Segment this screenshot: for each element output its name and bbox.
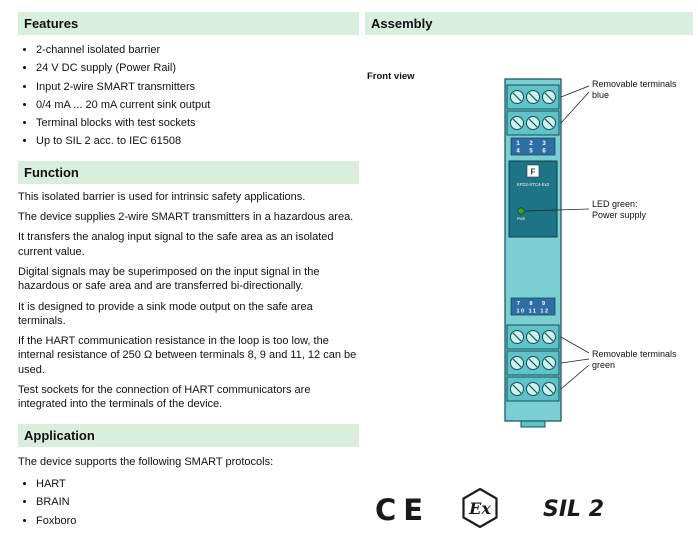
screw-icon xyxy=(543,117,556,130)
label-terminals-green: Removable terminals xyxy=(592,349,677,359)
leader-line xyxy=(561,359,589,363)
function-paragraph: It is designed to provide a sink mode output on the safe area terminals. xyxy=(18,300,313,327)
mounting-foot xyxy=(521,421,545,427)
device-model: KFD2-STC4-Ex2 xyxy=(516,182,550,187)
screw-icon xyxy=(527,117,540,130)
feature-item: • Input 2-wire SMART transmitters xyxy=(36,80,359,94)
terminal-numbers-row: 1 2 3 xyxy=(516,141,550,147)
function-paragraph: It transfers the analog input signal to the safe area as an isolated current value. xyxy=(18,231,334,258)
application-intro: The device supports the following SMART protocols: xyxy=(18,455,274,468)
device-label xyxy=(509,161,557,237)
label-terminals-blue: Removable terminals xyxy=(592,79,677,89)
screw-icon xyxy=(527,91,540,104)
feature-item: • Terminal blocks with test sockets xyxy=(36,116,359,130)
ex-mark-icon xyxy=(457,487,503,534)
label-led-green: LED green: xyxy=(592,199,638,209)
leader-line xyxy=(561,86,589,97)
feature-item: • 2-channel isolated barrier xyxy=(36,43,359,57)
ex-hexagon-icon xyxy=(457,487,503,529)
leader-line xyxy=(561,365,589,389)
application-list xyxy=(18,477,359,528)
screw-icon xyxy=(527,331,540,344)
features-heading: Features xyxy=(18,12,359,35)
screw-icon xyxy=(511,117,524,130)
terminal-numbers-bottom xyxy=(511,298,555,315)
screw-icon xyxy=(511,383,524,396)
brand-logo-letter: F xyxy=(530,167,536,177)
feature-item: • 0/4 mA ... 20 mA current sink output xyxy=(36,98,359,112)
function-paragraph: The device supplies 2-wire SMART transmitters in a hazardous area. xyxy=(18,211,354,224)
terminal-numbers-row: 10 11 12 xyxy=(516,308,550,315)
function-paragraph: Test sockets for the connection of HART communicators are integrated into the terminals of the device. xyxy=(18,384,311,411)
function-paragraph: Digital signals may be superimposed on the input signal in the hazardous or safe area and are transferred bi-directionally. xyxy=(18,265,320,293)
front-view-label: Front view xyxy=(367,71,415,82)
application-item: • BRAIN xyxy=(36,495,359,509)
label-led-green: Power supply xyxy=(592,210,647,220)
certification-marks xyxy=(365,485,693,545)
screw-icon xyxy=(511,331,524,344)
screw-icon xyxy=(543,331,556,344)
screw-icon xyxy=(543,91,556,104)
ex-mark-label: Ex xyxy=(469,499,491,518)
callout-labels xyxy=(592,79,677,370)
leader-line xyxy=(561,92,589,123)
features-list xyxy=(18,43,359,149)
function-text xyxy=(18,190,359,412)
function-paragraph: If the HART communication resistance in the loop is too low, the internal resistance of 250 Ω between terminals 8, 9 and 11, 12 can be used. xyxy=(18,335,357,376)
led-green-icon xyxy=(518,208,524,214)
bottom-terminals xyxy=(507,325,559,401)
label-terminals-blue: blue xyxy=(592,90,610,100)
application-item: • Foxboro xyxy=(36,514,359,528)
ce-mark-icon: CE xyxy=(375,493,431,527)
assembly-drawing-area xyxy=(365,35,693,485)
left-column xyxy=(18,12,359,540)
application-heading: Application xyxy=(18,424,359,447)
assembly-drawing xyxy=(365,35,693,485)
function-heading: Function xyxy=(18,161,359,184)
function-paragraph: This isolated barrier is used for intrinsic safety applications. xyxy=(18,190,306,203)
terminal-numbers-top xyxy=(511,138,555,155)
assembly-heading: Assembly xyxy=(365,12,693,35)
screw-icon xyxy=(527,357,540,370)
screw-icon xyxy=(511,357,524,370)
led-pwr-label: PWR xyxy=(516,217,526,221)
screw-icon xyxy=(511,91,524,104)
screw-icon xyxy=(543,357,556,370)
terminal-numbers-row: 4 5 6 xyxy=(516,148,550,155)
feature-item: • Up to SIL 2 acc. to IEC 61508 xyxy=(36,134,359,148)
right-column xyxy=(365,12,693,545)
application-item: • HART xyxy=(36,477,359,491)
label-terminals-green: green xyxy=(592,360,616,370)
sil2-mark: SIL 2 xyxy=(543,497,605,522)
screw-icon xyxy=(527,383,540,396)
leader-line xyxy=(561,337,589,353)
terminal-numbers-row: 7 8 9 xyxy=(516,301,550,307)
screw-icon xyxy=(543,383,556,396)
feature-item: • 24 V DC supply (Power Rail) xyxy=(36,61,359,75)
